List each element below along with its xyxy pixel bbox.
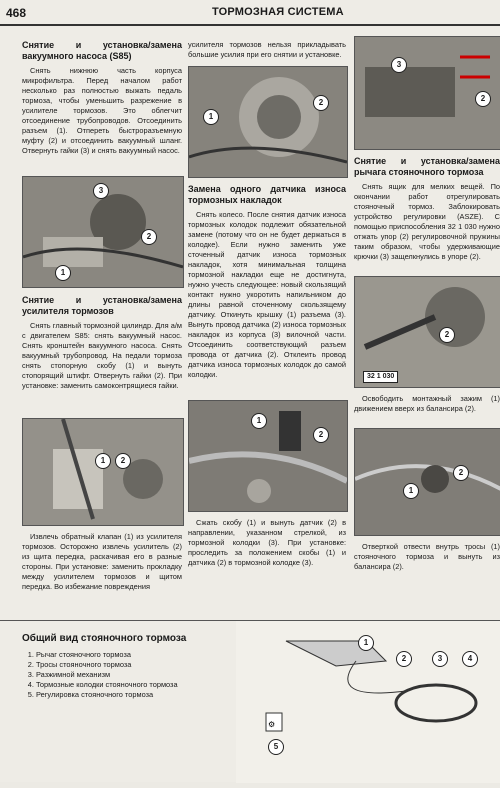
legend-list (22, 650, 232, 700)
callout-2: 2 (313, 95, 329, 111)
booster-continued-text: усилителя тормозов нельзя прикладывать большие усилия при его снятии и установке. (188, 40, 346, 59)
check-valve-text: Извлечь обратный клапан (1) из усилителя тормозов. Осторожно извлечь усилитель (2) из щита передка, раскачивая его в разные стороны. При установке: заменить прокладку между усилителем тормозов и щитом передка. Во избежание повреждения (22, 532, 182, 591)
wear-sensor-text: Снять колесо. После снятия датчик износа тормозных колодок подлежит обязательной замене (потому что он не будет держаться в колодке). Если нужно заменить уже сточенный датчик износа тормозных накладок, хотя минимальная толщина тормозной накладки еще не достигнута, нужно учесть следующее: новый скользящий контакт нужно укоротить напильником до длины равной сточенному скользящему датчику. Откинуть крышку (1) разъема (3). Вынуть провод датчика (2) износа тормозных накладок из корпуса (3) вилочной части. Отсоединить соответствующий разъем провода от датчика (2). Отклеить провод датчика износа тормозных колодок до самой колодки. (188, 210, 346, 379)
callout-2: 2 (475, 91, 491, 107)
tool-number-label: 32 1 030 (363, 371, 398, 383)
callout-1: 1 (358, 635, 374, 651)
parking-lever-title: Снятие и установка/замена рычага стояночного тормоза (354, 156, 500, 177)
booster-section (22, 295, 182, 391)
legend-item: 4. Тормозные колодки стояночного тормоза (36, 680, 232, 690)
callout-5: 5 (268, 739, 284, 755)
page-number: 468 (6, 6, 27, 20)
callout-1: 1 (403, 483, 419, 499)
parking-lever-text: Снять ящик для мелких вещей. По окончании работ отрегулировать стояночный тормоз. Заблокировать устройство регулировки (ASZE). С помощью приспособления 32 1 030 нужно отжать упор (2) регулировочной пружины таким образом, чтобы удерживающие крючки (3) защелкнулись в упоре (2). (354, 182, 500, 261)
parking-brake-overview (0, 620, 500, 783)
wear-sensor-install (188, 518, 346, 568)
callout-3: 3 (93, 183, 109, 199)
parking-brake-diagram (236, 621, 500, 783)
check-valve-section (22, 532, 182, 592)
callout-2: 2 (439, 327, 455, 343)
clamp-section (354, 394, 500, 414)
callout-2: 2 (141, 229, 157, 245)
overview-legend (22, 633, 232, 700)
wear-sensor-section (188, 184, 346, 380)
sensor-clip-text: Сжать скобу (1) и вынуть датчик (2) в направлении, указанном стрелкой, из тормозной колодки (3). При установке: проследить за положением скобы (1) и датчика (2) в тормозной колодке (3). (188, 518, 346, 567)
booster-engine-photo (188, 66, 348, 178)
parking-lever-section (354, 156, 500, 262)
wear-sensor-title: Замена одного датчика износа тормозных накладок (188, 184, 346, 205)
vacuum-pump-text: Снять нижнюю часть корпуса микрофильтра. Перед началом работ несколько раз полностью выжать педаль тормоза, чтобы уменьшить разрежение в усилителе тормозов. Это облегчит отсоединение трубопроводов. Отсоединить разъем (1). Отпереть быстроразъемную муфту (2) и отсоединить вакуумный шланг. Отвернуть гайки (3) и снять вакуумный насос. (22, 66, 182, 155)
adjuster-tool-photo (354, 276, 500, 388)
vacuum-pump-title: Снятие и установка/замена вакуумного насоса (S85) (22, 40, 182, 61)
legend-item: 2. Тросы стояночного тормоза (36, 660, 232, 670)
svg-text:⚙: ⚙ (268, 720, 276, 729)
clamp-text: Освободить монтажный зажим (1) движением вверх из балансира (2). (354, 394, 500, 413)
overview-title: Общий вид стояночного тормоза (22, 633, 187, 644)
parking-lever-photo (354, 36, 500, 150)
callout-2: 2 (396, 651, 412, 667)
wear-sensor-photo (188, 400, 348, 512)
callout-3: 3 (391, 57, 407, 73)
callout-1: 1 (203, 109, 219, 125)
callout-1: 1 (55, 265, 71, 281)
callout-2: 2 (115, 453, 131, 469)
balancer-photo (354, 428, 500, 536)
booster-title: Снятие и установка/замена усилителя тормозов (22, 295, 182, 316)
cable-text: Отверткой отвести внутрь тросы (1) стояночного тормоза и вынуть из балансира (2). (354, 542, 500, 571)
section-title: ТОРМОЗНАЯ СИСТЕМА (212, 6, 344, 18)
callout-2: 2 (313, 427, 329, 443)
cable-section (354, 542, 500, 572)
callout-2: 2 (453, 465, 469, 481)
legend-item: 5. Регулировка стояночного тормоза (36, 690, 232, 700)
vacuum-pump-photo (22, 176, 184, 288)
vacuum-pump-section (22, 40, 182, 156)
booster-text: Снять главный тормозной цилиндр. Для а/м с двигателем S85: снять вакуумный насос. Снять кронштейн вакуумного насоса. Снять вакуумный трубопровод. На педали тормоза снять стопорную скобу (1) и вынуть стопорящий штифт. Отвернуть гайки (2). При установке: заменить самоконтрящиеся гайки. (22, 321, 182, 390)
legend-item: 3. Разжимной механизм (36, 670, 232, 680)
page-header (0, 0, 500, 26)
legend-item: 1. Рычаг стояночного тормоза (36, 650, 232, 660)
booster-photo (22, 418, 184, 526)
callout-1: 1 (95, 453, 111, 469)
callout-4: 4 (462, 651, 478, 667)
callout-1: 1 (251, 413, 267, 429)
callout-3: 3 (432, 651, 448, 667)
booster-continued (188, 40, 346, 60)
